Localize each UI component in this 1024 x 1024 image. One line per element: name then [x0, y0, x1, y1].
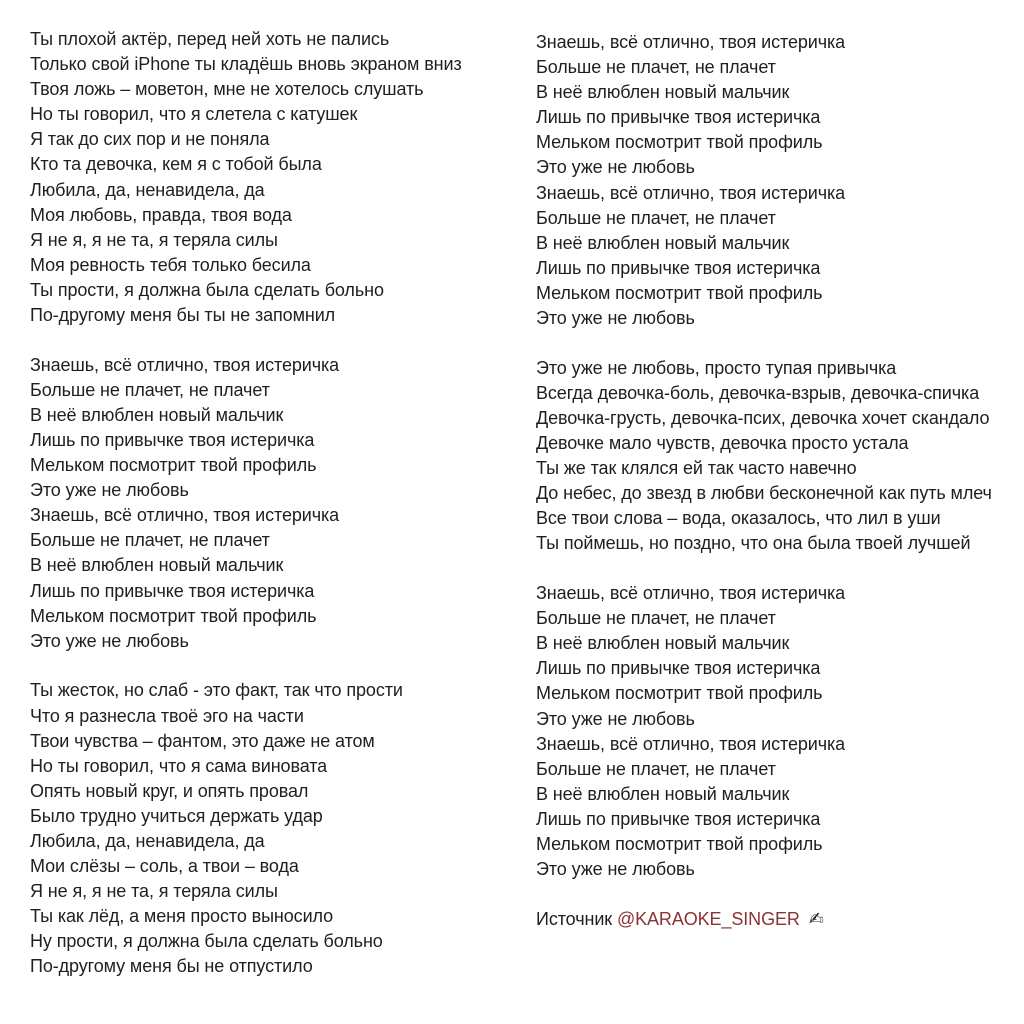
lyric-line: В неё влюблен новый мальчик: [536, 232, 790, 253]
lyric-line: Мельком посмотрит твой профиль: [536, 282, 823, 303]
source-handle-link[interactable]: @KARAOKE_SINGER: [616, 908, 800, 929]
lyric-line: В неё влюблен новый мальчик: [30, 555, 284, 576]
lyric-line: Лишь по привычке твоя истеричка: [536, 257, 821, 278]
lyric-line: Я не я, я не та, я теряла силы: [30, 229, 278, 250]
lyric-line: В неё влюблен новый мальчик: [536, 633, 790, 654]
stanza-gap: [536, 556, 1024, 581]
lyric-line: Опять новый круг, и опять провал: [30, 780, 309, 801]
lyric-line: Моя ревность тебя только бесила: [30, 254, 311, 275]
stanza: [536, 581, 1024, 882]
lyric-line: Лишь по привычке твоя истеричка: [536, 658, 821, 679]
lyric-line: Любила, да, ненавидела, да: [30, 831, 265, 851]
lyric-line: Лишь по привычке твоя истеричка: [30, 580, 315, 601]
lyric-line: Все твои слова – вода, оказалось, что лил в уши: [536, 508, 941, 529]
stanza-gap: [30, 328, 520, 353]
writing-hand-icon: ✍: [808, 908, 824, 929]
lyric-line: Но ты говорил, что я слетела с катушек: [30, 104, 358, 125]
lyric-line: Девочке мало чувств, девочка просто устала: [536, 433, 909, 453]
lyric-line: Девочка-грусть, девочка-псих, девочка хочет скандало: [536, 407, 990, 428]
lyric-line: По-другому меня бы ты не запомнил: [30, 305, 336, 326]
lyric-line: Больше не плачет, не плачет: [536, 207, 776, 228]
lyric-line: В неё влюблен новый мальчик: [536, 82, 790, 103]
lyric-line: Знаешь, всё отлично, твоя истеричка: [30, 354, 340, 375]
lyric-line: Что я разнесла твоё эго на части: [30, 705, 304, 726]
lyric-line: Мои слёзы – соль, а твои – вода: [30, 856, 299, 877]
lyric-line: Больше не плачет, не плачет: [30, 530, 270, 551]
lyric-line: Ты как лёд, а меня просто выносило: [30, 906, 334, 927]
lyric-line: Знаешь, всё отлично, твоя истеричка: [536, 583, 846, 604]
lyric-line: Моя любовь, правда, твоя вода: [30, 204, 292, 225]
lyric-line: Мельком посмотрит твой профиль: [30, 605, 317, 626]
stanza-gap: [536, 882, 1024, 907]
stanza: [30, 678, 520, 979]
stanza: [30, 353, 520, 654]
lyric-line: До небес, до звезд в любви бесконечной как путь млеч: [536, 483, 992, 504]
lyrics-column-right: [536, 30, 1024, 932]
lyric-line: Это уже не любовь: [536, 308, 695, 329]
lyric-line: Знаешь, всё отлично, твоя истеричка: [536, 733, 846, 754]
lyrics-column-left: [30, 27, 520, 980]
stanza: [536, 30, 1024, 331]
lyric-line: Это уже не любовь: [536, 157, 695, 178]
stanza: [536, 356, 1024, 557]
lyric-line: Любила, да, ненавидела, да: [30, 179, 265, 200]
lyric-line: Я не я, я не та, я теряла силы: [30, 881, 278, 902]
source-prefix: Источник: [536, 908, 613, 929]
lyric-line: Лишь по привычке твоя истеричка: [536, 107, 821, 128]
lyric-line: Ты жесток, но слаб - это факт, так что прости: [30, 680, 403, 701]
lyric-line: Это уже не любовь: [30, 480, 189, 501]
lyric-line: Мельком посмотрит твой профиль: [30, 455, 317, 476]
lyric-line: Это уже не любовь, просто тупая привычка: [536, 357, 897, 378]
lyric-line: Знаешь, всё отлично, твоя истеричка: [536, 32, 846, 52]
lyric-line: Лишь по привычке твоя истеричка: [536, 808, 821, 829]
source-credit: [536, 907, 1024, 932]
lyric-line: Больше не плачет, не плачет: [536, 57, 776, 78]
lyric-line: Мельком посмотрит твой профиль: [536, 834, 823, 854]
lyric-line: В неё влюблен новый мальчик: [536, 783, 790, 804]
lyric-line: По-другому меня бы не отпустило: [30, 956, 313, 977]
lyric-line: Было трудно учиться держать удар: [30, 805, 323, 826]
lyric-line: Ты же так клялся ей так часто навечно: [536, 458, 857, 479]
lyric-line: В неё влюблен новый мальчик: [30, 404, 284, 425]
lyric-line: Больше не плачет, не плачет: [536, 758, 776, 779]
lyric-line: Больше не плачет, не плачет: [536, 608, 776, 629]
lyric-line: Ну прости, я должна была сделать больно: [30, 931, 383, 952]
lyric-line: Это уже не любовь: [536, 708, 695, 729]
stanza: [30, 27, 520, 328]
lyric-line: Ты прости, я должна была сделать больно: [30, 279, 384, 300]
lyric-line: Но ты говорил, что я сама виновата: [30, 755, 328, 776]
lyric-line: Всегда девочка-боль, девочка-взрыв, девочка-спичка: [536, 382, 980, 403]
lyric-line: Только свой iPhone ты кладёшь вновь экраном вниз: [30, 54, 462, 75]
lyric-line: Лишь по привычке твоя истеричка: [30, 430, 315, 450]
stanza-gap: [536, 331, 1024, 356]
lyric-line: Твоя ложь – моветон, мне не хотелось слушать: [30, 79, 424, 100]
lyric-line: Твои чувства – фантом, это даже не атом: [30, 730, 375, 751]
lyric-line: Мельком посмотрит твой профиль: [536, 683, 823, 704]
lyric-line: Знаешь, всё отлично, твоя истеричка: [536, 182, 846, 203]
lyric-line: Это уже не любовь: [536, 859, 695, 880]
lyric-line: Кто та девочка, кем я с тобой была: [30, 154, 322, 175]
lyric-line: Я так до сих пор и не поняла: [30, 129, 270, 150]
lyric-line: Больше не плачет, не плачет: [30, 379, 270, 400]
stanza-gap: [30, 654, 520, 679]
lyric-line: Ты поймешь, но поздно, что она была твоей лучшей: [536, 533, 971, 554]
lyric-line: Знаешь, всё отлично, твоя истеричка: [30, 505, 340, 526]
lyric-line: Мельком посмотрит твой профиль: [536, 132, 823, 153]
lyric-line: Это уже не любовь: [30, 630, 189, 651]
lyric-line: Ты плохой актёр, перед ней хоть не пались: [30, 29, 390, 49]
